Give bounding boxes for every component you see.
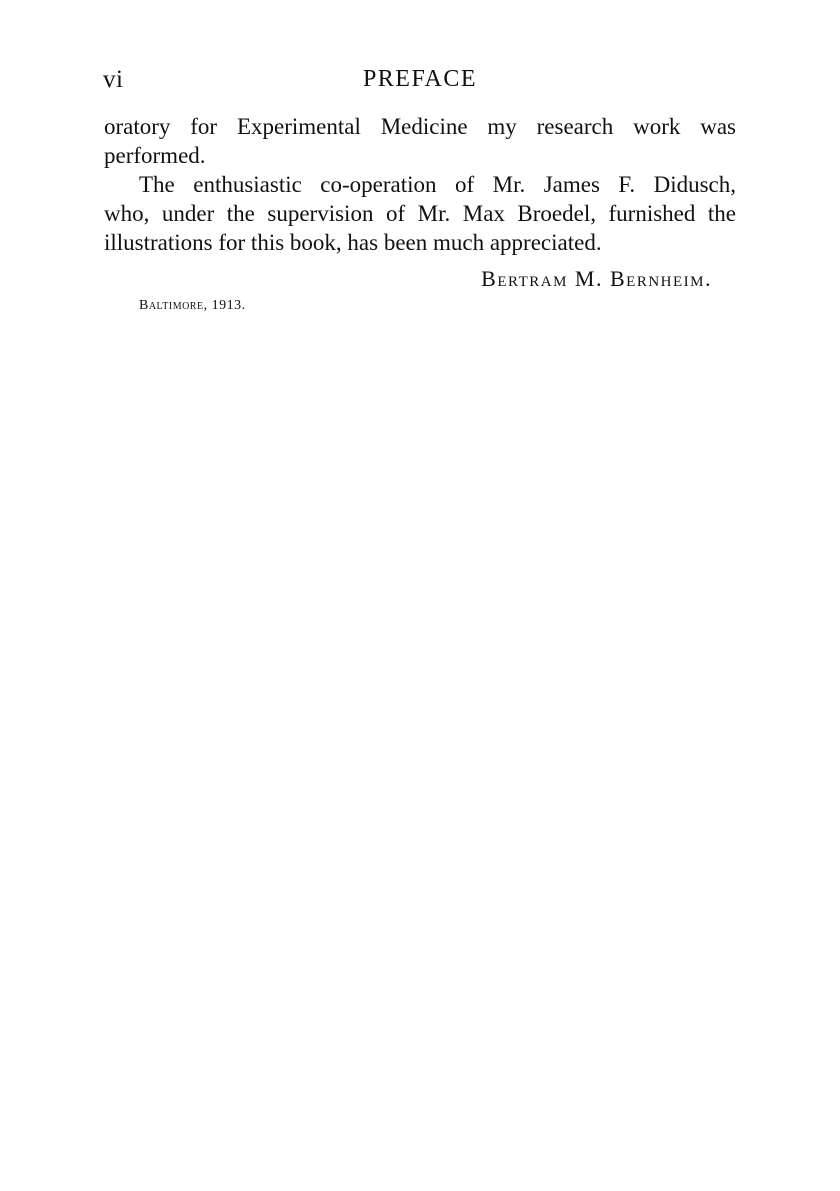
preface-text	[104, 112, 736, 257]
text-line: who, under the supervision of Mr. Max Broedel, furnished the	[104, 201, 736, 226]
text-line: oratory for Experimental Medicine my research work was	[104, 114, 736, 139]
text-line: illustrations for this book, has been much appreciated.	[104, 230, 602, 255]
page-number: vi	[103, 66, 124, 93]
text-line: The enthusiastic co-operation of Mr. James F. Didusch,	[139, 172, 736, 197]
running-head: PREFACE	[362, 66, 478, 92]
author-signature: Bertram M. Bernheim.	[481, 266, 712, 291]
place-date: Baltimore, 1913.	[139, 298, 246, 313]
text-line: performed.	[104, 143, 206, 168]
